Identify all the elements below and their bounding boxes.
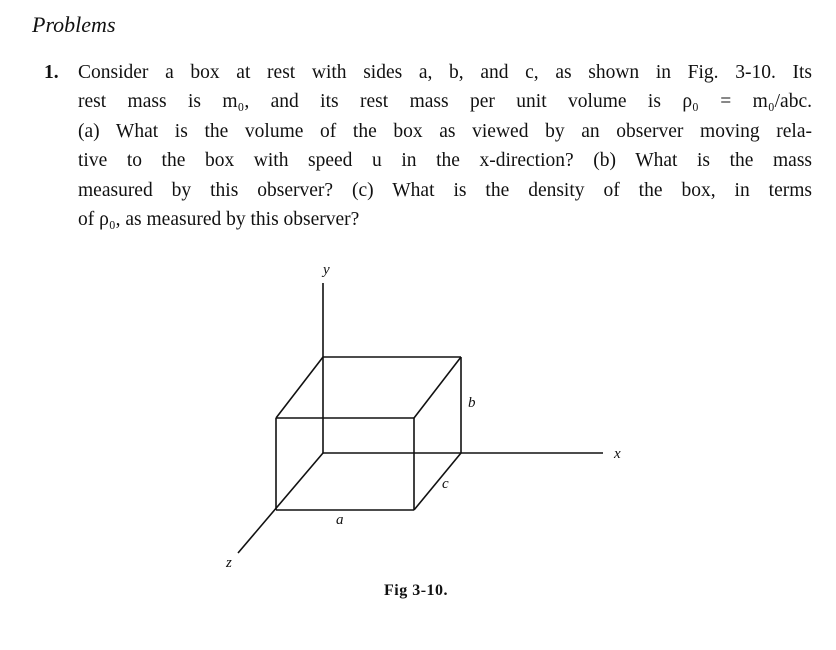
problem-line: Consider a box at rest with sides a, b, and c, as shown in Fig. 3-10. Its xyxy=(78,62,812,83)
section-heading: Problems xyxy=(32,12,116,37)
problem-number: 1. xyxy=(44,62,59,83)
edge-label-b: b xyxy=(468,395,476,411)
z-axis-label: z xyxy=(226,555,232,571)
edge-label-a: a xyxy=(336,512,344,528)
edge-label-c: c xyxy=(442,476,449,492)
box-edge xyxy=(414,357,461,418)
problem-line: measured by this observer? (c) What is the density of the box, in terms xyxy=(78,179,812,201)
figure-caption: Fig 3-10. xyxy=(384,582,449,599)
box-edge xyxy=(414,453,461,510)
problem-line: (a) What is the volume of the box as viewed by an observer moving rela- xyxy=(78,120,812,142)
problem-line: tive to the box with speed u in the x-direction? (b) What is the mass xyxy=(78,150,812,172)
y-axis-label: y xyxy=(323,262,330,278)
problem-line: of ρ₀, as measured by this observer? xyxy=(78,209,360,231)
x-axis-label: x xyxy=(614,446,621,462)
problem-line: rest mass is m₀, and its rest mass per unit volume is ρ₀ = m₀/abc. xyxy=(78,91,812,113)
box-edge xyxy=(276,357,323,418)
z-axis xyxy=(238,453,323,553)
